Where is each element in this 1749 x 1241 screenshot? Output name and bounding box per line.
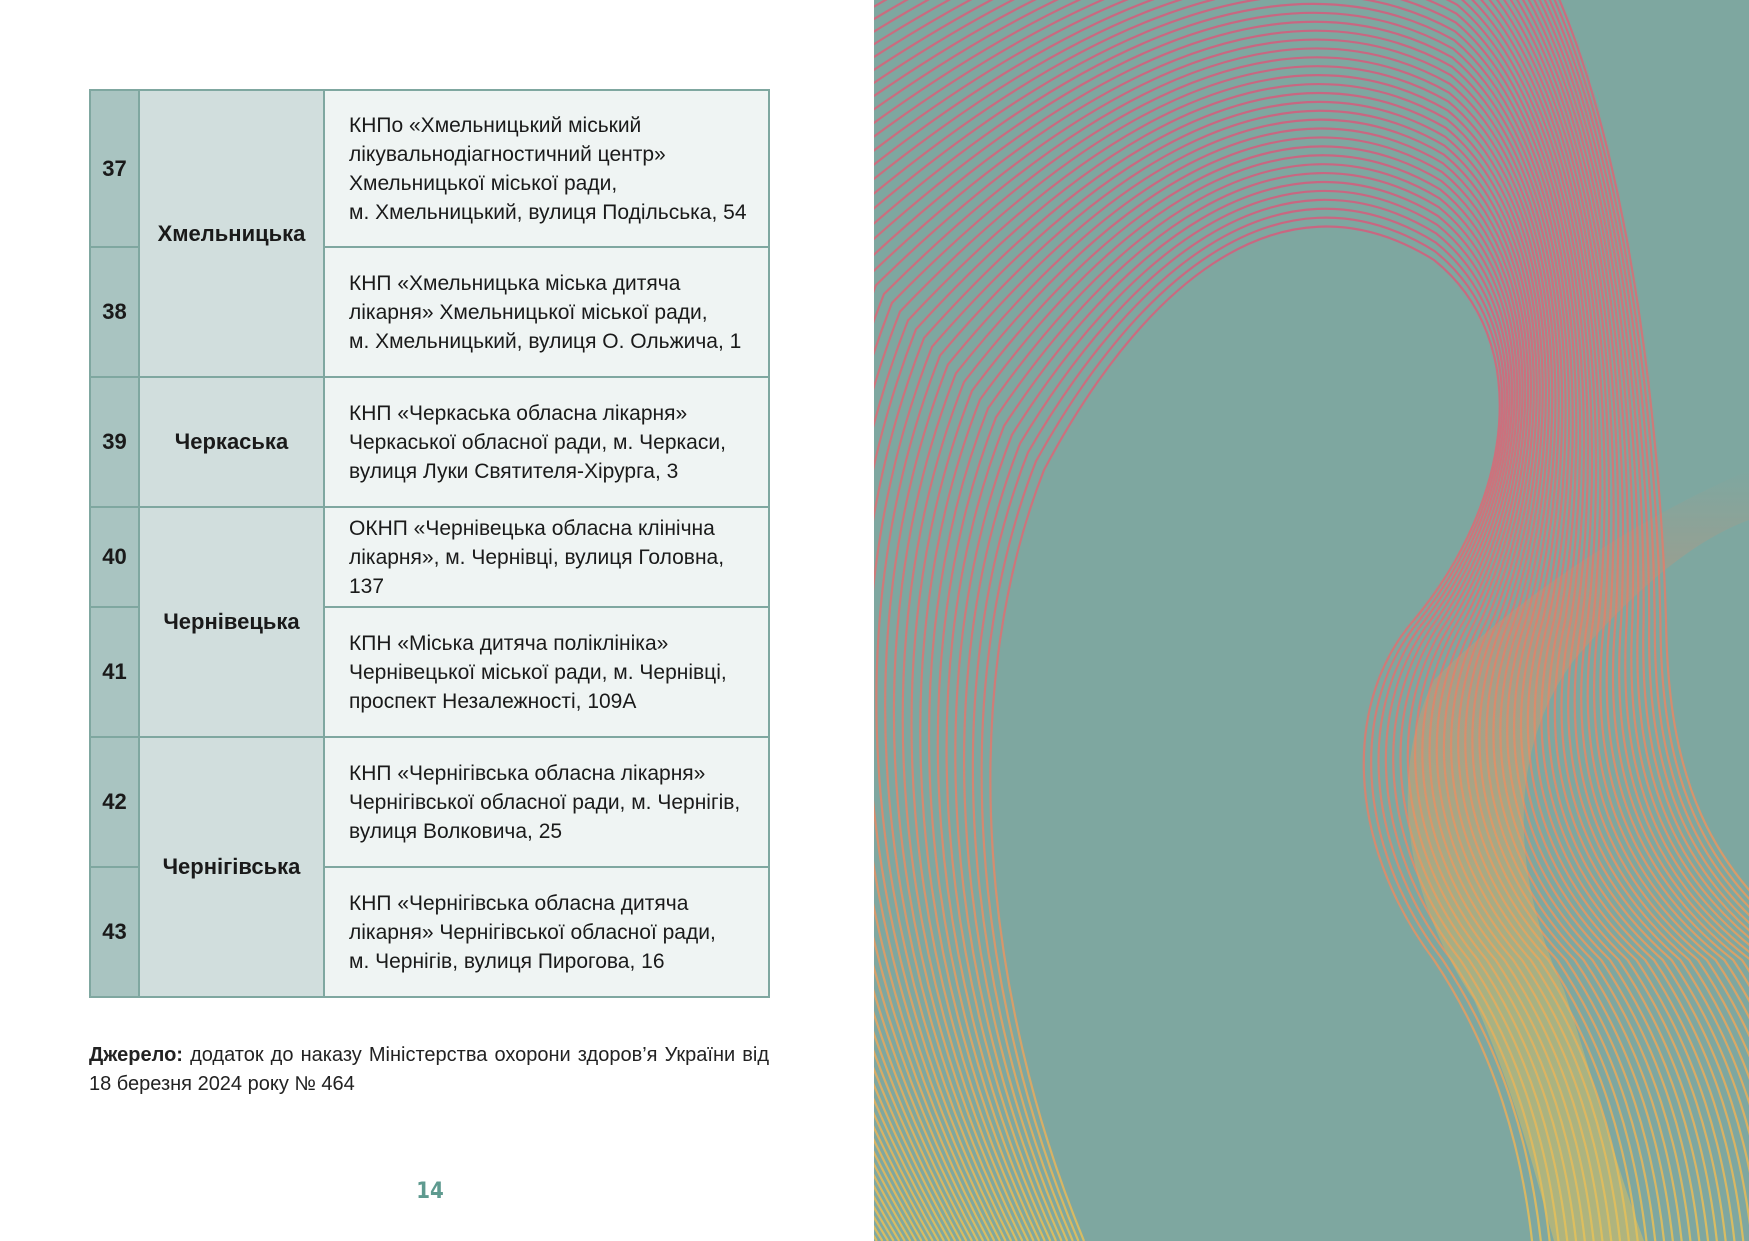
- region-cell: Хмельницька: [139, 90, 324, 377]
- row-number: 37: [90, 90, 139, 247]
- institution-line: КНП «Чернігівська обласна дитяча: [349, 891, 689, 915]
- institution-line: Хмельницької міської ради,: [349, 171, 618, 195]
- institution-cell: [324, 737, 769, 867]
- institution-line: лікарня» Чернігівської обласної ради,: [349, 920, 716, 944]
- decorative-artwork: [874, 0, 1749, 1241]
- table-row: [90, 90, 769, 247]
- institution-line: Черкаської обласної ради, м. Черкаси,: [349, 430, 726, 454]
- left-page: [0, 0, 874, 1241]
- facilities-table: [89, 89, 770, 998]
- institution-cell: [324, 867, 769, 997]
- institution-line: м. Хмельницький, вулиця Подільська, 54: [349, 200, 747, 224]
- institution-line: м. Хмельницький, вулиця О. Ольжича, 1: [349, 329, 742, 353]
- row-number: 43: [90, 867, 139, 997]
- row-number: 42: [90, 737, 139, 867]
- table-row: [90, 377, 769, 507]
- table-row: [90, 737, 769, 867]
- source-text: додаток до наказу Міністерства охорони здоров’я України від 18 березня 2024 року № 464: [89, 1044, 769, 1095]
- institution-line: вулиця Волковича, 25: [349, 819, 563, 843]
- institution-line: лікарня» Хмельницької міської ради,: [349, 300, 708, 324]
- row-number: 39: [90, 377, 139, 507]
- institution-line: Чернігівської обласної ради, м. Чернігів,: [349, 790, 741, 814]
- region-cell: Чернігівська: [139, 737, 324, 997]
- institution-line: КНПо «Хмельницький міський: [349, 113, 642, 137]
- table-row: [90, 507, 769, 607]
- wave-lines-art: [874, 0, 1749, 1241]
- institution-line: проспект Незалежності, 109А: [349, 689, 637, 713]
- institution-line: КНП «Хмельницька міська дитяча: [349, 271, 681, 295]
- page-number: 14: [416, 1179, 444, 1204]
- row-number: 38: [90, 247, 139, 377]
- institution-line: КНП «Чернігівська обласна лікарня»: [349, 761, 706, 785]
- source-note: [89, 1041, 769, 1099]
- row-number: 40: [90, 507, 139, 607]
- institution-cell: [324, 90, 769, 247]
- institution-line: вулиця Луки Святителя-Хірурга, 3: [349, 459, 679, 483]
- institution-cell: [324, 377, 769, 507]
- institution-cell: [324, 507, 769, 607]
- institution-line: лікувальнодіагностичний центр»: [349, 142, 666, 166]
- row-number: 41: [90, 607, 139, 737]
- region-cell: Чернівецька: [139, 507, 324, 737]
- institution-line: КПН «Міська дитяча поліклініка»: [349, 631, 669, 655]
- institution-cell: [324, 607, 769, 737]
- institution-line: ОКНП «Чернівецька обласна клінічна: [349, 516, 715, 540]
- institution-cell: [324, 247, 769, 377]
- institution-line: Чернівецької міської ради, м. Чернівці,: [349, 660, 727, 684]
- institution-line: лікарня», м. Чернівці, вулиця Головна, 137: [349, 545, 725, 598]
- source-label: Джерело:: [89, 1044, 183, 1066]
- region-cell: Черкаська: [139, 377, 324, 507]
- institution-line: м. Чернігів, вулиця Пирогова, 16: [349, 949, 665, 973]
- institution-line: КНП «Черкаська обласна лікарня»: [349, 401, 688, 425]
